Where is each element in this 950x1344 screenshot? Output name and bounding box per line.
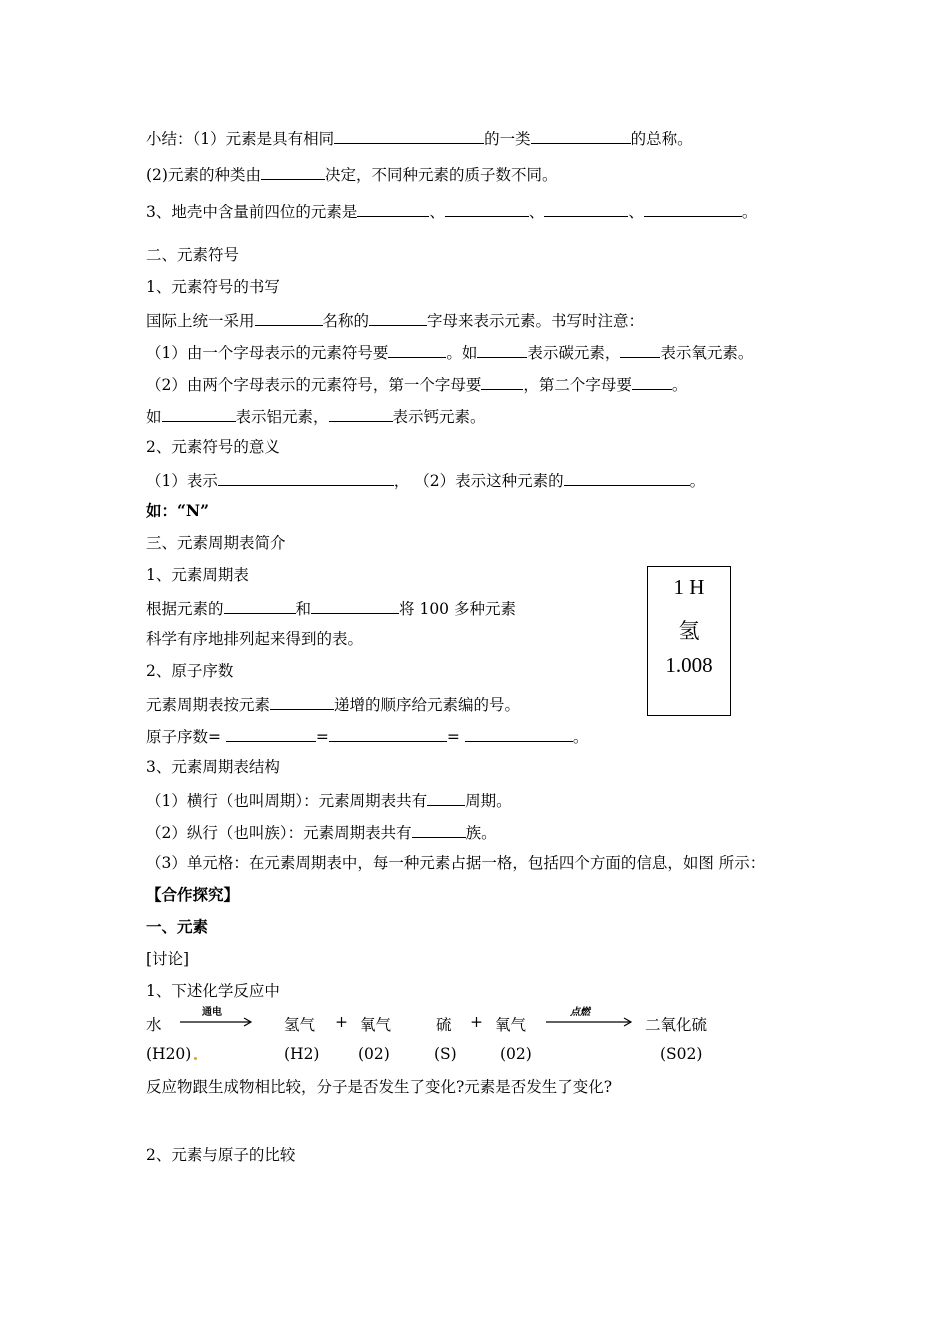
- formula-oxygen: (02): [500, 1045, 532, 1063]
- structure-2-line: （2）纵行（也叫族）：元素周期表共有 族。: [146, 821, 497, 843]
- plus-sign: +: [470, 1013, 483, 1031]
- blank[interactable]: [481, 373, 523, 390]
- coop-subtitle: 一、元素: [146, 917, 209, 936]
- blank[interactable]: [311, 597, 399, 614]
- rule-1-line: （1）由一个字母表示的元素符号要 。如 表示碳元素， 表示氧元素。: [146, 341, 753, 363]
- atomic-number-line: 元素周期表按元素 递增的顺序给元素编的号。: [146, 693, 520, 715]
- element-name: 氢: [678, 619, 700, 643]
- coop-title: 【合作探究】: [146, 885, 240, 904]
- condition-electrify: 通电: [202, 1007, 222, 1018]
- question-1: 1、下述化学反应中: [146, 982, 280, 1000]
- summary-line-1: 小结：（1）元素是具有相同 的一类 的总称。: [146, 127, 693, 149]
- blank[interactable]: [620, 341, 660, 358]
- plus-sign: +: [335, 1013, 348, 1031]
- formula-water: (H20): [146, 1045, 192, 1063]
- blank[interactable]: [255, 309, 323, 326]
- blank[interactable]: [162, 405, 236, 422]
- structure-3-line: （3）单元格：在元素周期表中，每一种元素占据一格，包括四个方面的信息，如图 所示：: [146, 854, 766, 872]
- blank[interactable]: [564, 469, 690, 486]
- summary-line-2: (2)元素的种类由 决定，不同种元素的质子数不同。: [146, 163, 557, 185]
- arrow-icon: [546, 1014, 636, 1028]
- discussion-label: [讨论]: [146, 950, 190, 968]
- formula-hydrogen: (H2): [284, 1045, 320, 1063]
- section-3-sub-1: 1、元素周期表: [146, 566, 249, 584]
- n-example: 如：“N”: [146, 501, 209, 520]
- blank[interactable]: [261, 163, 325, 180]
- product-hydrogen: 氢气: [284, 1016, 316, 1034]
- blank[interactable]: [224, 597, 296, 614]
- product-oxygen: 氧气: [360, 1016, 392, 1034]
- blank[interactable]: [270, 693, 334, 710]
- blank[interactable]: [544, 200, 628, 217]
- blank[interactable]: [329, 405, 393, 422]
- crust-line: 3、地壳中含量前四位的元素是 、 、 、 。: [146, 200, 757, 222]
- rule-2-line: （2）由两个字母表示的元素符号，第一个字母要 ，第二个字母要 。: [146, 373, 687, 395]
- product-sulfur-dioxide: 二氧化硫: [645, 1016, 708, 1034]
- blank[interactable]: [369, 309, 427, 326]
- section-2-sub-2: 2、元素符号的意义: [146, 438, 280, 456]
- reactant-oxygen: 氧气: [495, 1016, 527, 1034]
- section-2-sub-1: 1、元素符号的书写: [146, 278, 280, 296]
- intl-line: 国际上统一采用 名称的 字母来表示元素。书写时注意：: [146, 309, 644, 331]
- blank[interactable]: [644, 200, 742, 217]
- blank[interactable]: [226, 725, 316, 742]
- meaning-line: （1）表示 ， （2）表示这种元素的 。: [146, 469, 705, 491]
- blank[interactable]: [465, 725, 573, 742]
- question-2: 2、元素与原子的比较: [146, 1146, 296, 1164]
- equation-line: 原子序数= = = 。: [146, 725, 588, 747]
- formula-oxygen: (02): [358, 1045, 390, 1063]
- blank[interactable]: [531, 127, 631, 144]
- blank[interactable]: [412, 821, 466, 838]
- element-number-symbol: 1 H: [673, 575, 705, 599]
- element-cell: [647, 566, 731, 716]
- periodic-table-line-2: 科学有序地排列起来得到的表。: [146, 630, 364, 648]
- reactant-water: 水: [146, 1016, 162, 1034]
- blank[interactable]: [334, 127, 484, 144]
- blank[interactable]: [427, 789, 465, 806]
- element-mass: 1.008: [665, 653, 713, 677]
- structure-1-line: （1）横行（也叫周期）：元素周期表共有 周期。: [146, 789, 512, 811]
- blank[interactable]: [477, 341, 527, 358]
- blank[interactable]: [445, 200, 529, 217]
- reactant-sulfur: 硫: [436, 1016, 452, 1034]
- condition-ignite: 点燃: [570, 1007, 590, 1018]
- section-2-title: 二、元素符号: [146, 246, 240, 264]
- blank[interactable]: [329, 725, 447, 742]
- section-3-title: 三、元素周期表简介: [146, 534, 286, 552]
- formula-sulfur-dioxide: (S02): [660, 1045, 703, 1063]
- speck: [194, 1057, 197, 1060]
- blank[interactable]: [218, 469, 394, 486]
- blank[interactable]: [357, 200, 429, 217]
- question-1-follow-up: 反应物跟生成物相比较，分子是否发生了变化?元素是否发生了变化?: [146, 1078, 613, 1096]
- section-3-sub-2: 2、原子序数: [146, 662, 234, 680]
- summary-label: 小结：: [146, 130, 193, 148]
- section-3-sub-3: 3、元素周期表结构: [146, 758, 280, 776]
- periodic-table-line: 根据元素的 和 将 100 多种元素: [146, 597, 516, 619]
- blank[interactable]: [388, 341, 446, 358]
- formula-sulfur: (S): [434, 1045, 457, 1063]
- blank[interactable]: [632, 373, 672, 390]
- example-line: 如 表示铝元素， 表示钙元素。: [146, 405, 486, 427]
